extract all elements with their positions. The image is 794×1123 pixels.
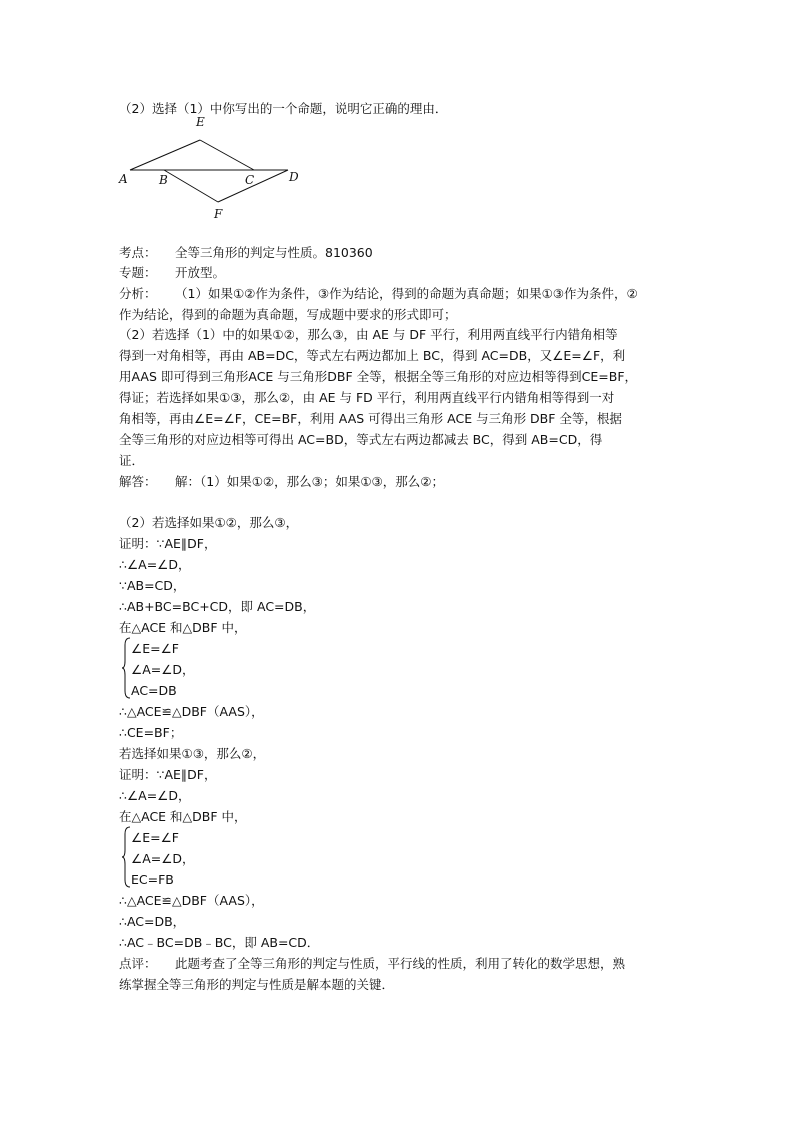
left-brace-icon — [121, 826, 131, 888]
proof-line: ∴△ACE≌△DBF（AAS）， — [119, 893, 264, 908]
fenxi-row — [119, 284, 638, 303]
proof-line: ∴AB+BC=BC+CD，即 AC=DB， — [119, 599, 316, 614]
zhuanti-text: 开放型。 — [175, 265, 226, 280]
fenxi-line: 角相等，再由∠E=∠F，CE=BF，利用 AAS 可得出三角形 ACE 与三角形 DBF 全等，根据 — [119, 411, 622, 426]
dianping-row — [119, 954, 625, 973]
fenxi-line: （2）若选择（1）中的如果①②，那么③，由 AE 与 DF 平行，利用两直线平行内错角相等 — [119, 327, 618, 342]
jieda-row — [119, 472, 444, 491]
proof-line: ∴∠A=∠D， — [119, 788, 191, 803]
proof-line: 若选择如果①③，那么②， — [119, 746, 266, 761]
proof-line: 证明：∵AE∥DF， — [119, 767, 217, 782]
brace-condition: ∠E=∠F — [131, 830, 179, 845]
question-2: （2）选择（1）中你写出的一个命题，说明它正确的理由． — [119, 101, 448, 116]
brace-condition: ∠A=∠D， — [131, 851, 195, 866]
fenxi-line: 用AAS 即可得到三角形ACE 与三角形DBF 全等，根据全等三角形的对应边相等得到CE=BF， — [119, 369, 638, 384]
jieda-label: 解答： — [119, 474, 157, 489]
proof-line: ∴△ACE≌△DBF（AAS）， — [119, 704, 264, 719]
zhuanti-label: 专题： — [119, 265, 157, 280]
proof-line: ∴CE=BF； — [119, 725, 183, 740]
dianping-line: 练掌握全等三角形的判定与性质是解本题的关键． — [119, 977, 395, 992]
fenxi-label: 分析： — [119, 286, 157, 301]
point-label-D: D — [289, 170, 299, 184]
proof-line: 在△ACE 和△DBF 中， — [119, 620, 247, 635]
kaodian-row — [119, 243, 373, 262]
kaodian-text: 全等三角形的判定与性质。810360 — [175, 245, 373, 260]
jieda-first: 解：（1）如果①②，那么③；如果①③，那么②； — [175, 474, 444, 489]
fenxi-line: 全等三角形的对应边相等可得出 AC=BD，等式左右两边都减去 BC，得到 AB=CD，得 — [119, 432, 603, 447]
segment-BF — [164, 170, 218, 202]
proof-line: 在△ACE 和△DBF 中， — [119, 809, 247, 824]
fenxi-line: （1）如果①②作为条件，③作为结论，得到的命题为真命题；如果①③作为条件，② — [175, 286, 638, 301]
segment-EC — [200, 140, 254, 170]
left-brace-icon — [121, 637, 131, 699]
fenxi-line: 得到一对角相等，再由 AB=DC，等式左右两边都加上 BC，得到 AC=DB，又∠E=∠F，利 — [119, 348, 626, 363]
point-label-C: C — [245, 173, 255, 187]
proof-line: ∴AC=DB， — [119, 914, 186, 929]
proof-line: （2）若选择如果①②，那么③， — [119, 515, 299, 530]
fenxi-line: 证． — [119, 453, 145, 468]
proof-line: ∴∠A=∠D， — [119, 557, 191, 572]
segment-AE — [130, 140, 200, 170]
point-label-F: F — [214, 207, 223, 221]
fenxi-line: 得证；若选择如果①③，那么②，由 AE 与 FD 平行，利用两直线平行内错角相等得到一对 — [119, 390, 615, 405]
fenxi-line: 作为结论，得到的命题为真命题，写成题中要求的形式即可； — [119, 307, 457, 322]
zhuanti-row — [119, 263, 225, 282]
point-label-A: A — [119, 172, 128, 186]
proof-line: ∵AB=CD， — [119, 578, 186, 593]
brace-condition: ∠A=∠D， — [131, 662, 195, 677]
brace-condition: ∠E=∠F — [131, 641, 179, 656]
dianping-label: 点评： — [119, 956, 157, 971]
brace-condition: AC=DB — [131, 683, 177, 698]
proof-line: 证明：∵AE∥DF， — [119, 536, 217, 551]
proof-line: ∴AC﹣BC=DB﹣BC，即 AB=CD． — [119, 935, 320, 950]
point-label-E: E — [196, 115, 205, 129]
kaodian-label: 考点： — [119, 245, 157, 260]
geometry-figure — [112, 112, 312, 222]
dianping-line: 此题考查了全等三角形的判定与性质，平行线的性质，利用了转化的数学思想，熟 — [175, 956, 626, 971]
point-label-B: B — [159, 173, 168, 187]
brace-condition: EC=FB — [131, 872, 174, 887]
